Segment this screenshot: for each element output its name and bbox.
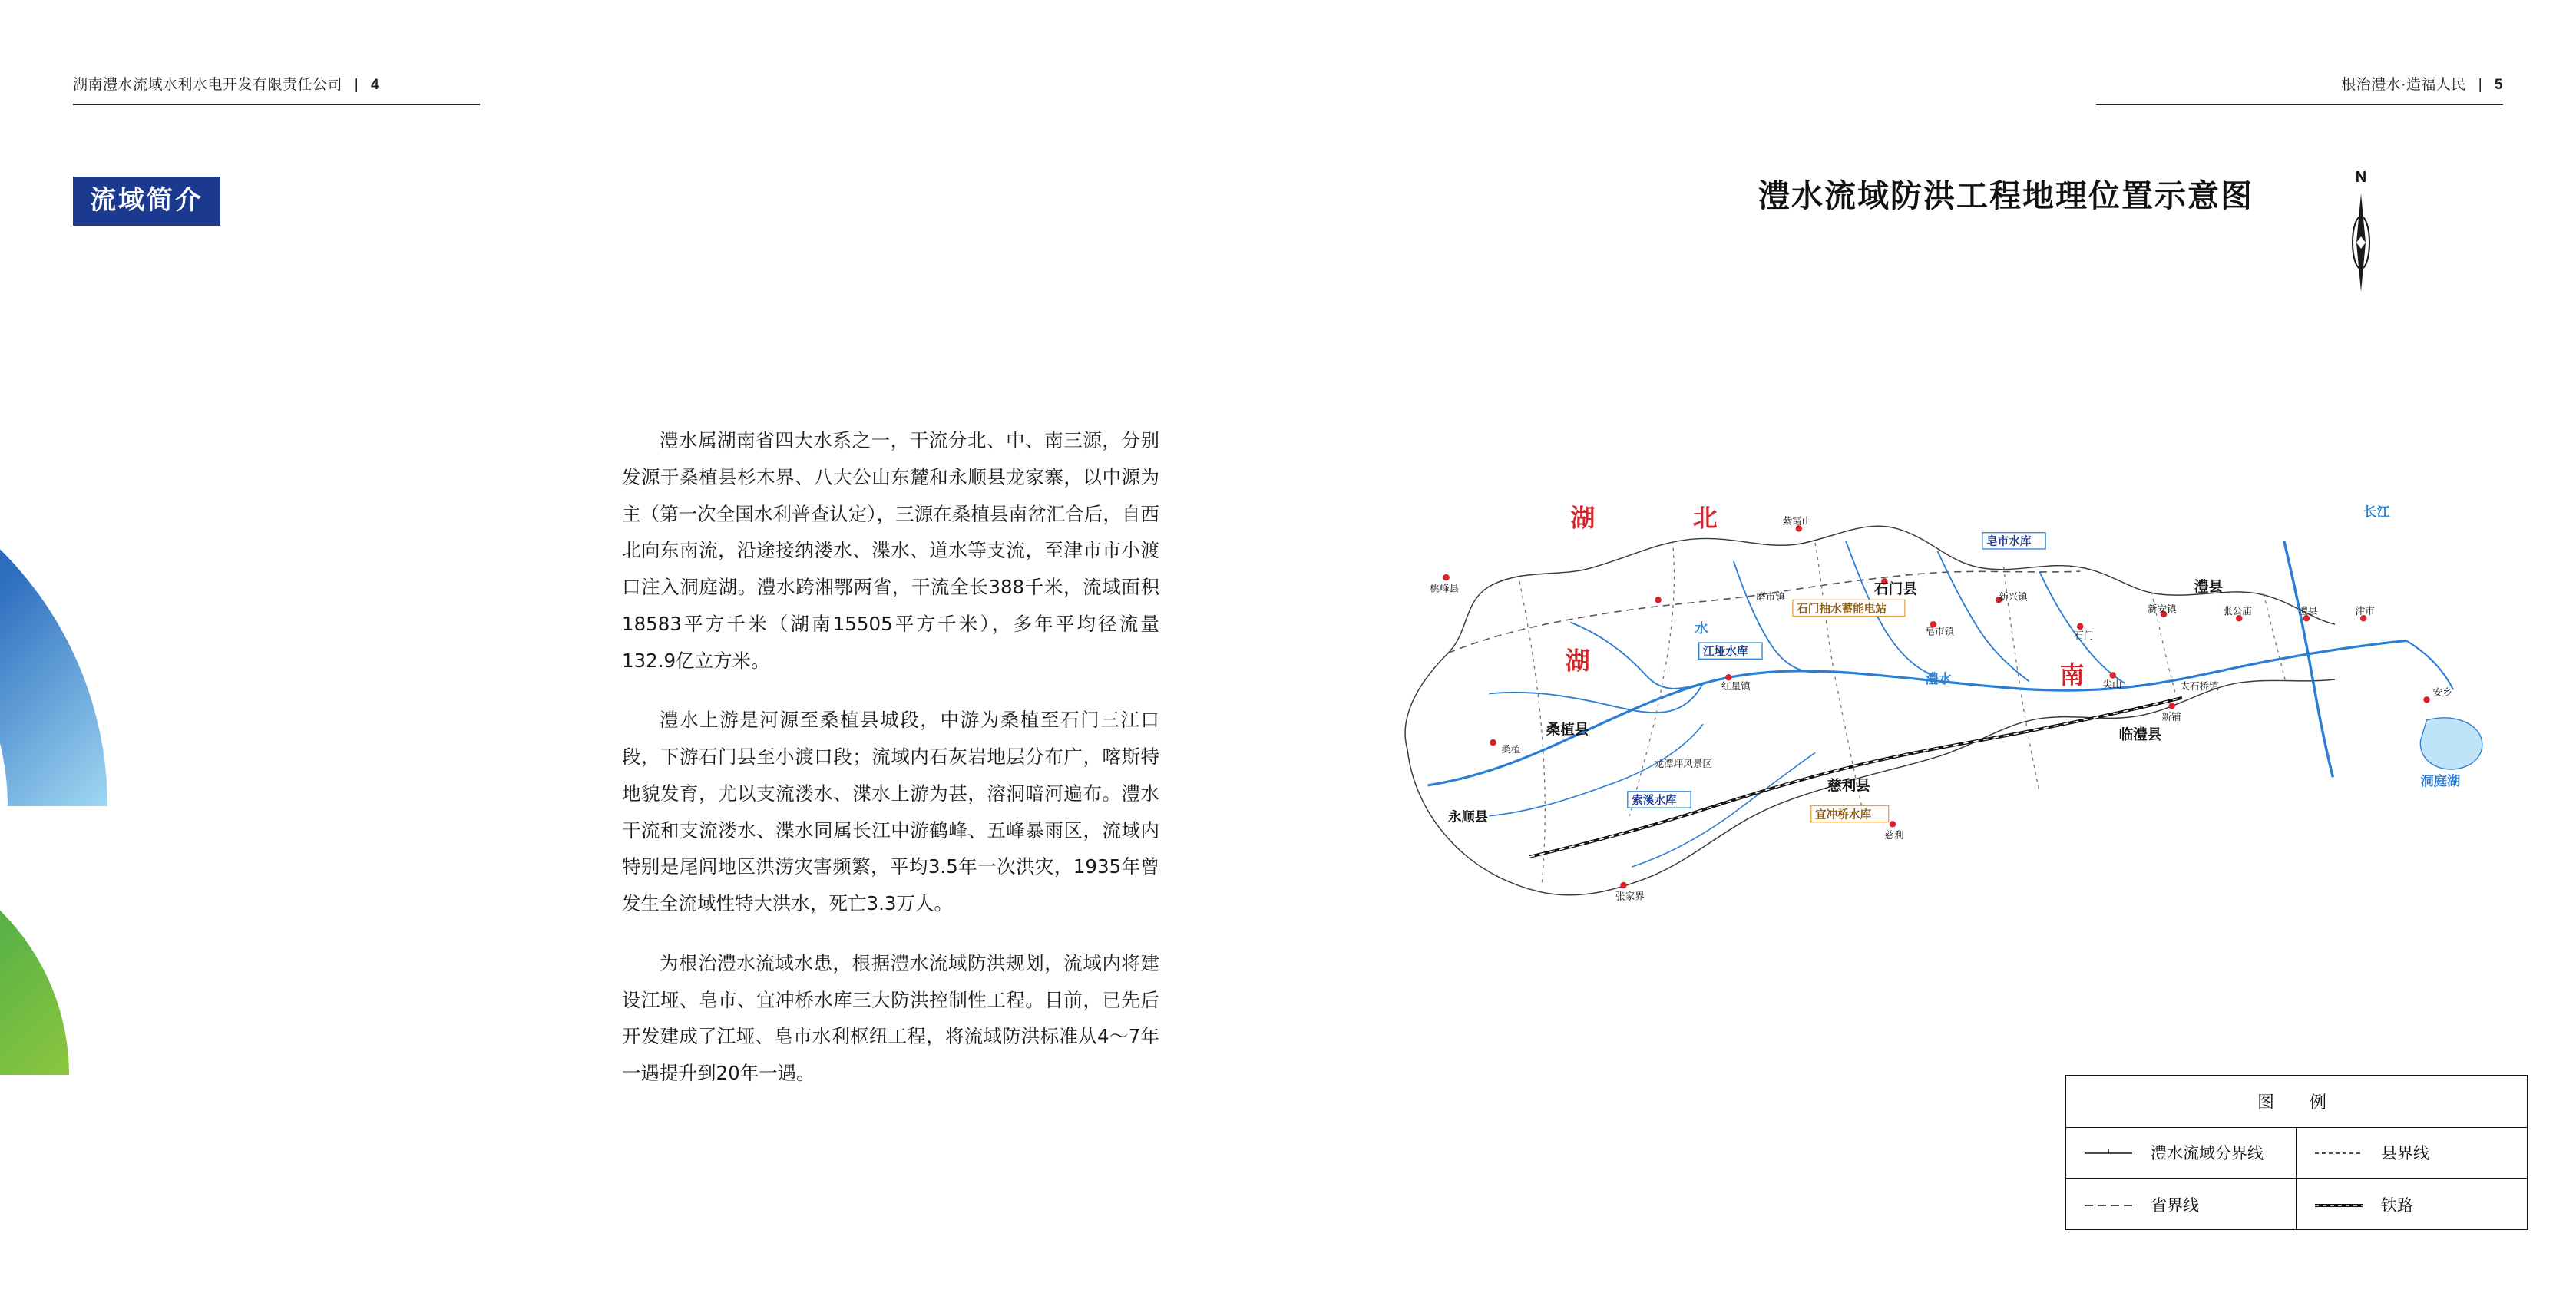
county-boundary-icon — [2297, 1147, 2381, 1158]
map-town-label: 桑植 — [1501, 743, 1521, 755]
legend-label: 县界线 — [2381, 1145, 2429, 1163]
svg-text:索溪水库: 索溪水库 — [1632, 793, 1677, 807]
map-figure — [1367, 330, 2518, 1098]
map-town-label: 澧县 — [2298, 604, 2318, 617]
decorative-swirl-graphic — [0, 415, 376, 1106]
map-county-label: 桑植县 — [1546, 722, 1589, 739]
map-town-label: 新兴镇 — [1999, 590, 2028, 603]
legend-item-basin-boundary — [2066, 1128, 2297, 1179]
legend-label: 铁路 — [2381, 1196, 2413, 1215]
legend-item-county-boundary — [2297, 1128, 2527, 1179]
railway-icon — [2297, 1199, 2381, 1210]
map-town-label: 皂市镇 — [1925, 625, 1955, 637]
map-powerstation-label — [1793, 600, 1905, 616]
legend-row — [2066, 1128, 2527, 1179]
map-town-label: 慈利 — [1884, 828, 1904, 841]
map-town-label: 张公庙 — [2223, 604, 2252, 617]
map-county-label: 永顺县 — [1448, 809, 1488, 825]
legend-title: 图 例 — [2066, 1076, 2527, 1128]
running-head-left — [73, 73, 379, 94]
basin-boundary-icon — [2066, 1147, 2151, 1158]
map-legend — [2065, 1075, 2528, 1230]
map-water-label: 水 — [1695, 620, 1708, 636]
rule-right — [2096, 104, 2503, 105]
map-town-label: 桃峰县 — [1430, 582, 1460, 594]
section-title-badge: 流域简介 — [73, 177, 220, 226]
legend-item-province-boundary — [2066, 1179, 2297, 1230]
map-town-label: 新铺 — [2161, 710, 2181, 722]
map-water-label: 洞庭湖 — [2420, 773, 2461, 789]
slogan: 根治澧水·造福人民 — [2341, 77, 2466, 93]
province-boundary-icon — [2066, 1199, 2151, 1210]
svg-text:江垭水库: 江垭水库 — [1703, 645, 1748, 659]
runhead-separator-left: | — [354, 77, 359, 93]
page-number-left: 4 — [371, 77, 380, 93]
svg-text:宜冲桥水库: 宜冲桥水库 — [1815, 808, 1872, 822]
svg-text:皂市水库: 皂市水库 — [1986, 534, 2032, 548]
compass-rose — [2338, 169, 2384, 292]
running-head-right — [2341, 73, 2503, 94]
compass-north-label: N — [2355, 169, 2367, 186]
map-water-label: 长江 — [2363, 504, 2390, 521]
legend-label: 省界线 — [2151, 1196, 2199, 1215]
map-town-label: 磨市镇 — [1756, 590, 1785, 603]
company-name: 湖南澧水流域水利水电开发有限责任公司 — [73, 77, 343, 93]
map-reservoir-label — [1628, 792, 1691, 808]
svg-text:石门抽水蓄能电站: 石门抽水蓄能电站 — [1797, 602, 1887, 616]
legend-row — [2066, 1179, 2527, 1230]
map-title: 澧水流域防洪工程地理位置示意图 — [1758, 178, 2254, 213]
map-province-label: 北 — [1692, 503, 1718, 533]
map-town-label: 红星镇 — [1721, 680, 1751, 693]
map-reservoir-label — [1811, 805, 1889, 822]
map-province-label: 南 — [2059, 660, 2085, 690]
map-county-label: 慈利县 — [1827, 778, 1870, 795]
map-reservoir-label — [1699, 643, 1762, 659]
rule-left — [73, 104, 480, 105]
map-town-label: 尖山 — [2102, 678, 2122, 690]
paragraph-2: 澧水上游是河源至桑植县城段，中游为桑植至石门三江口段，下游石门县至小渡口段；流域内石灰岩地层分布广，喀斯特地貌发育，尤以支流溇水、渫水上游为甚，溶洞暗河遍布。澧水干流和支流溇水、渫水同属长江中游鹤峰、五峰暴雨区，流域内特别是尾闾地区洪涝灾害频繁，平均3.5年一次洪灾，1935年曾发生全流域性特大洪水，死亡3.3万人。 — [622, 709, 1159, 915]
map-county-label: 临澧县 — [2118, 727, 2162, 744]
map-reservoir-label — [1982, 533, 2045, 549]
article-body — [622, 422, 1159, 1092]
map-town-label: 张家界 — [1615, 890, 1645, 902]
map-province-label: 湖 — [1570, 503, 1596, 533]
legend-item-railway — [2297, 1179, 2527, 1230]
map-county-label: 澧县 — [2194, 579, 2224, 596]
runhead-separator-right: | — [2478, 77, 2483, 93]
map-town-label: 新安镇 — [2147, 603, 2177, 615]
map-town-label: 石门 — [2074, 629, 2094, 641]
page-number-right: 5 — [2494, 77, 2503, 93]
map-town-label: 龙潭坪风景区 — [1654, 758, 1713, 770]
map-county-label: 石门县 — [1874, 581, 1917, 598]
legend-label: 澧水流域分界线 — [2151, 1145, 2264, 1163]
map-town-label: 太石桥镇 — [2180, 680, 2219, 693]
map-town-label: 安乡 — [2432, 686, 2452, 699]
map-town-label: 紫霞山 — [1782, 515, 1812, 527]
map-drawing — [1367, 330, 2518, 1098]
map-province-label: 湖 — [1565, 646, 1590, 676]
paragraph-1: 澧水属湖南省四大水系之一，干流分北、中、南三源，分别发源于桑植县杉木界、八大公山东麓和永顺县龙家寨，以中源为主（第一次全国水利普查认定），三源在桑植县南岔汇合后，自西北向东南流，沿途接纳溇水、渫水、道水等支流，至津市市小渡口注入洞庭湖。澧水跨湘鄂两省，干流全长388千米，流域面积18583平方千米（湖南15505平方千米），多年平均径流量132.9亿立方米。 — [622, 429, 1159, 672]
paragraph-3: 为根治澧水流域水患，根据澧水流域防洪规划，流域内将建设江垭、皂市、宜冲桥水库三大防洪控制性工程。目前，已先后开发建成了江垭、皂市水利枢纽工程，将流域防洪标准从4～7年一遇提升到20年一遇。 — [622, 951, 1159, 1085]
map-water-label: 澧水 — [1925, 672, 1952, 688]
map-town-label: 津市 — [2355, 604, 2375, 617]
